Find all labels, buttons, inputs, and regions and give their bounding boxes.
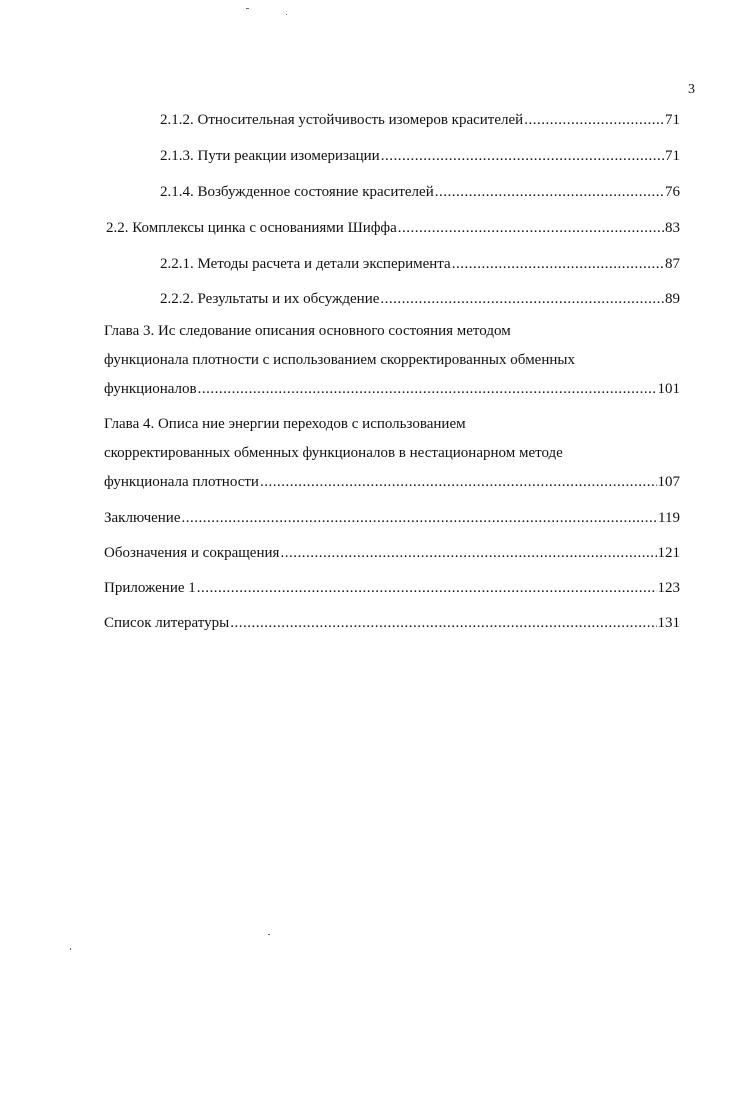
page-number: 3 xyxy=(688,82,695,97)
toc-leader-dots xyxy=(198,380,657,398)
toc-leader-dots xyxy=(452,255,664,273)
toc-entry-label: 2.1.4. Возбужденное состояние красителей xyxy=(160,184,434,200)
toc-entry-2-1-3[interactable] xyxy=(160,147,680,165)
toc-leader-dots xyxy=(380,290,664,308)
toc-entry-conclusion[interactable] xyxy=(104,509,680,527)
toc-entry-label: 2.2.2. Результаты и их обсуждение xyxy=(160,291,380,307)
toc-entry-2-2-1[interactable] xyxy=(160,255,680,273)
toc-entry-appendix-1[interactable] xyxy=(104,579,680,597)
toc-leader-dots xyxy=(260,473,657,491)
toc-entry-page: 76 xyxy=(665,184,680,200)
toc-entry-chapter-4[interactable] xyxy=(104,473,680,491)
toc-entry-page: 123 xyxy=(657,580,680,596)
toc-entry-page: 89 xyxy=(665,291,680,307)
toc-entry-page: 71 xyxy=(665,148,680,164)
toc-entry-label: Список литературы xyxy=(104,615,230,631)
toc-entry-page: 101 xyxy=(657,381,680,397)
toc-chapter-3-line-1: Глава 3. Ис следование описания основного состояния методом xyxy=(104,323,511,339)
toc-entry-abbreviations[interactable] xyxy=(104,544,680,562)
toc-entry-label: функционала плотности xyxy=(104,474,259,490)
toc-entry-2-1-4[interactable] xyxy=(160,183,680,201)
toc-leader-dots xyxy=(197,579,657,597)
toc-entry-label: 2.2.1. Методы расчета и детали эксперимента xyxy=(160,256,451,272)
toc-entry-label: Заключение xyxy=(104,510,181,526)
toc-entry-label: Обозначения и сокращения xyxy=(104,545,280,561)
toc-leader-dots xyxy=(280,544,656,562)
toc-entry-references[interactable] xyxy=(104,614,680,632)
toc-chapter-4-line-2: скорректированных обменных функционалов в нестационарном методе xyxy=(104,445,563,461)
toc-entry-page: 71 xyxy=(665,112,680,128)
toc-entry-page: 121 xyxy=(657,545,680,561)
toc-entry-2-2-2[interactable] xyxy=(160,290,680,308)
toc-leader-dots xyxy=(230,614,656,632)
toc-leader-dots xyxy=(381,147,664,165)
toc-entry-page: 87 xyxy=(665,256,680,272)
toc-entry-label: функционалов xyxy=(104,381,197,397)
toc-entry-2-2[interactable] xyxy=(106,219,680,237)
toc-leader-dots xyxy=(182,509,658,527)
toc-entry-page: 119 xyxy=(658,510,680,526)
toc-entry-label: Приложение 1 xyxy=(104,580,196,596)
toc-entry-page: 83 xyxy=(665,220,680,236)
toc-entry-label: 2.2. Комплексы цинка с основаниями Шиффа xyxy=(106,220,397,236)
toc-leader-dots xyxy=(524,111,664,129)
toc-entry-chapter-3[interactable] xyxy=(104,380,680,398)
toc-entry-label: 2.1.3. Пути реакции изомеризации xyxy=(160,148,380,164)
toc-entry-page: 131 xyxy=(657,615,680,631)
toc-entry-page: 107 xyxy=(657,474,680,490)
toc-entry-2-1-2[interactable] xyxy=(160,111,680,129)
toc-entry-label: 2.1.2. Относительная устойчивость изомеров красителей xyxy=(160,112,524,128)
toc-leader-dots xyxy=(435,183,664,201)
toc-leader-dots xyxy=(398,219,664,237)
toc-chapter-3-line-2: функционала плотности с использованием скорректированных обменных xyxy=(104,352,575,368)
toc-chapter-4-line-1: Глава 4. Описа ние энергии переходов с использованием xyxy=(104,416,466,432)
